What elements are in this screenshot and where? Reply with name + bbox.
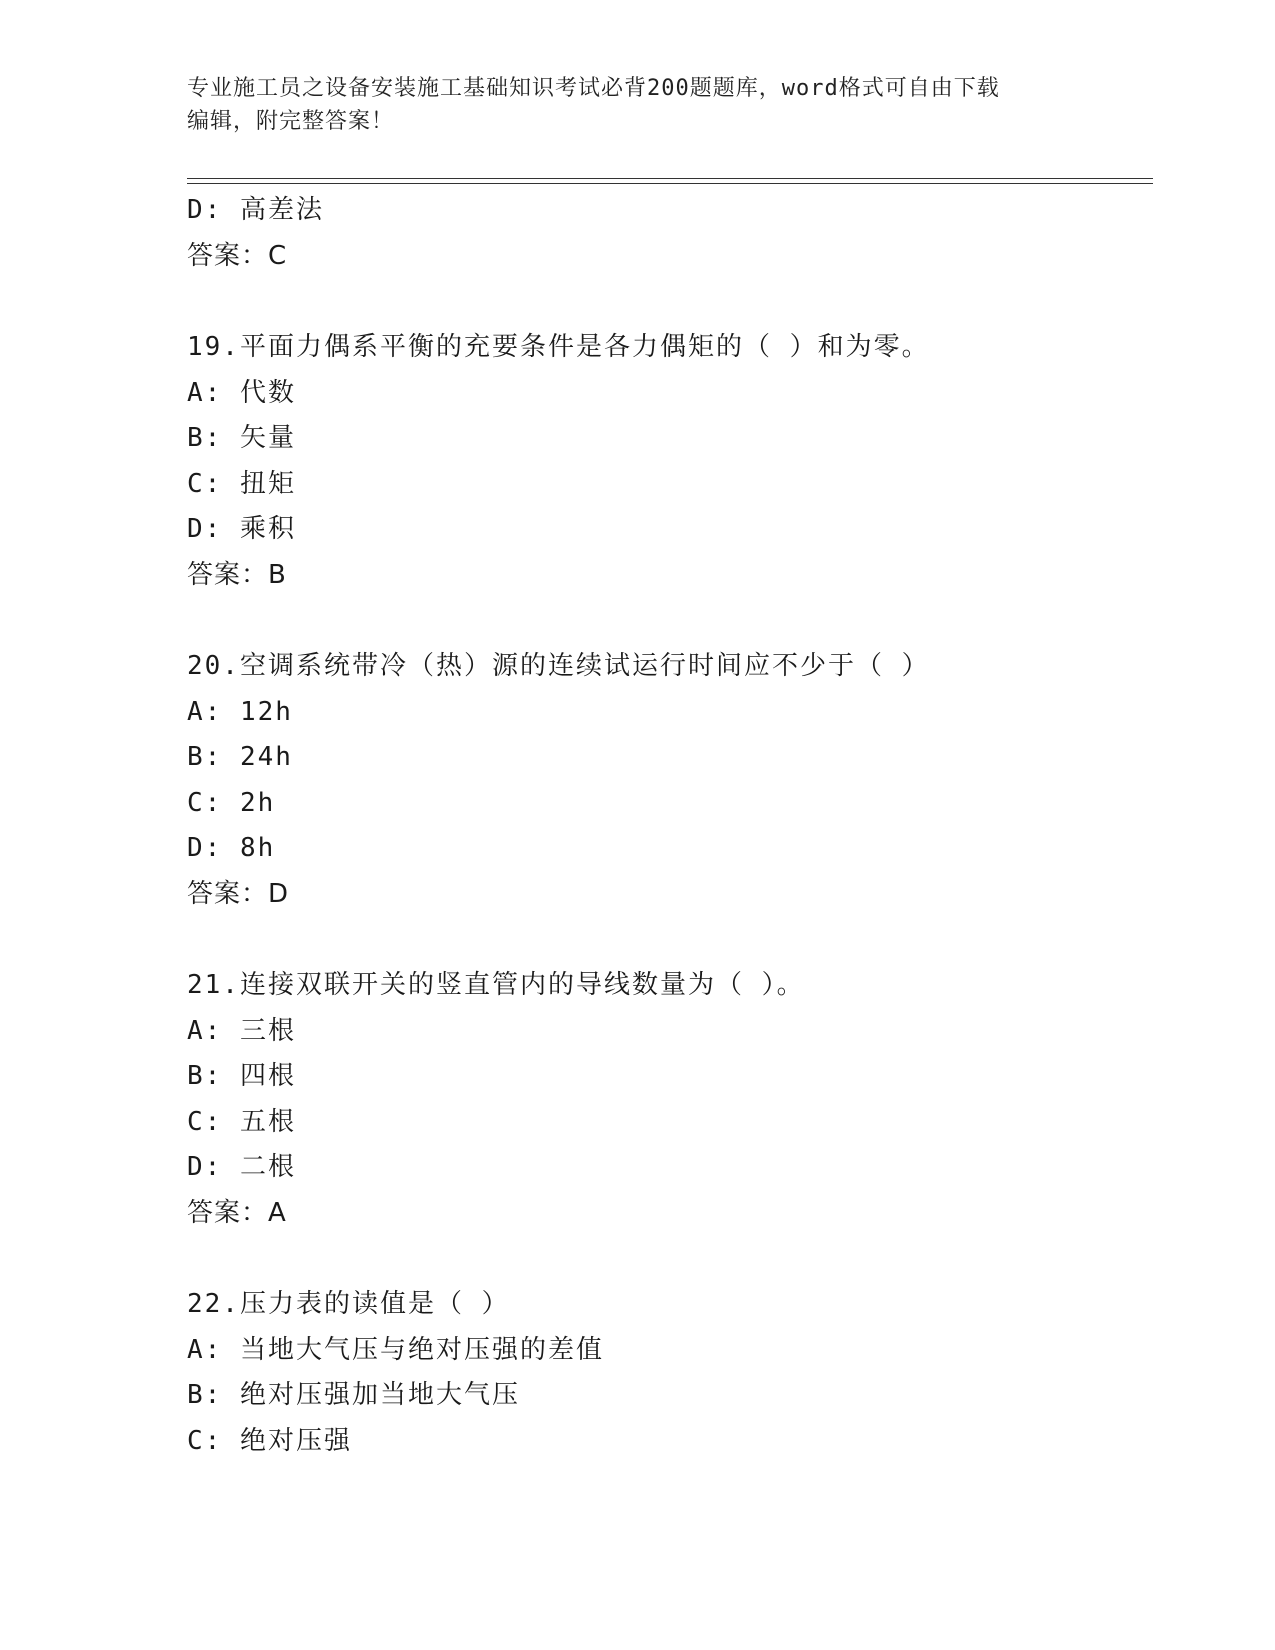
option-c: C: 五根	[187, 1106, 296, 1137]
option-d: D: 二根	[187, 1152, 296, 1182]
question-stem: 21.连接双联开关的竖直管内的导线数量为（ ）。	[187, 970, 805, 1000]
option-b: B: 24h	[187, 742, 293, 772]
answer: 答案：A	[187, 1197, 287, 1228]
header-line-2: 编辑，附完整答案！	[187, 109, 395, 134]
question-stem: 19.平面力偶系平衡的充要条件是各力偶矩的（ ）和为零。	[187, 332, 930, 362]
option-c: C: 绝对压强	[187, 1425, 352, 1456]
header-line-1: 专业施工员之设备安装施工基础知识考试必背200题题库，word格式可自由下载	[187, 76, 1000, 101]
question-stem: 20.空调系统带冷（热）源的连续试运行时间应不少于（ ）	[187, 651, 930, 681]
option-d: D: 高差法	[187, 195, 324, 225]
option-d: D: 8h	[187, 833, 276, 863]
question-22	[187, 1282, 1153, 1464]
option-d: D: 乘积	[187, 514, 296, 544]
question-list	[187, 188, 1153, 1464]
question-19	[187, 325, 1153, 598]
header-rule-top	[187, 178, 1153, 179]
option-b: B: 矢量	[187, 423, 296, 453]
option-c: C: 扭矩	[187, 468, 296, 499]
option-a: A: 三根	[187, 1015, 296, 1046]
option-a: A: 代数	[187, 377, 296, 408]
question-stem: 22.压力表的读值是（ ）	[187, 1289, 510, 1319]
spacer	[187, 1236, 1153, 1282]
answer: 答案：B	[187, 559, 287, 590]
question-18-partial	[187, 188, 1153, 279]
option-b: B: 绝对压强加当地大气压	[187, 1380, 520, 1410]
document-header	[187, 72, 1087, 138]
option-a: A: 当地大气压与绝对压强的差值	[187, 1334, 604, 1365]
spacer	[187, 279, 1153, 325]
question-21	[187, 963, 1153, 1236]
answer: 答案：C	[187, 240, 288, 271]
option-a: A: 12h	[187, 696, 293, 727]
question-20	[187, 644, 1153, 917]
header-rule-bottom	[187, 183, 1153, 184]
spacer	[187, 598, 1153, 644]
answer: 答案：D	[187, 878, 290, 909]
spacer	[187, 917, 1153, 963]
option-b: B: 四根	[187, 1061, 296, 1091]
option-c: C: 2h	[187, 787, 276, 818]
